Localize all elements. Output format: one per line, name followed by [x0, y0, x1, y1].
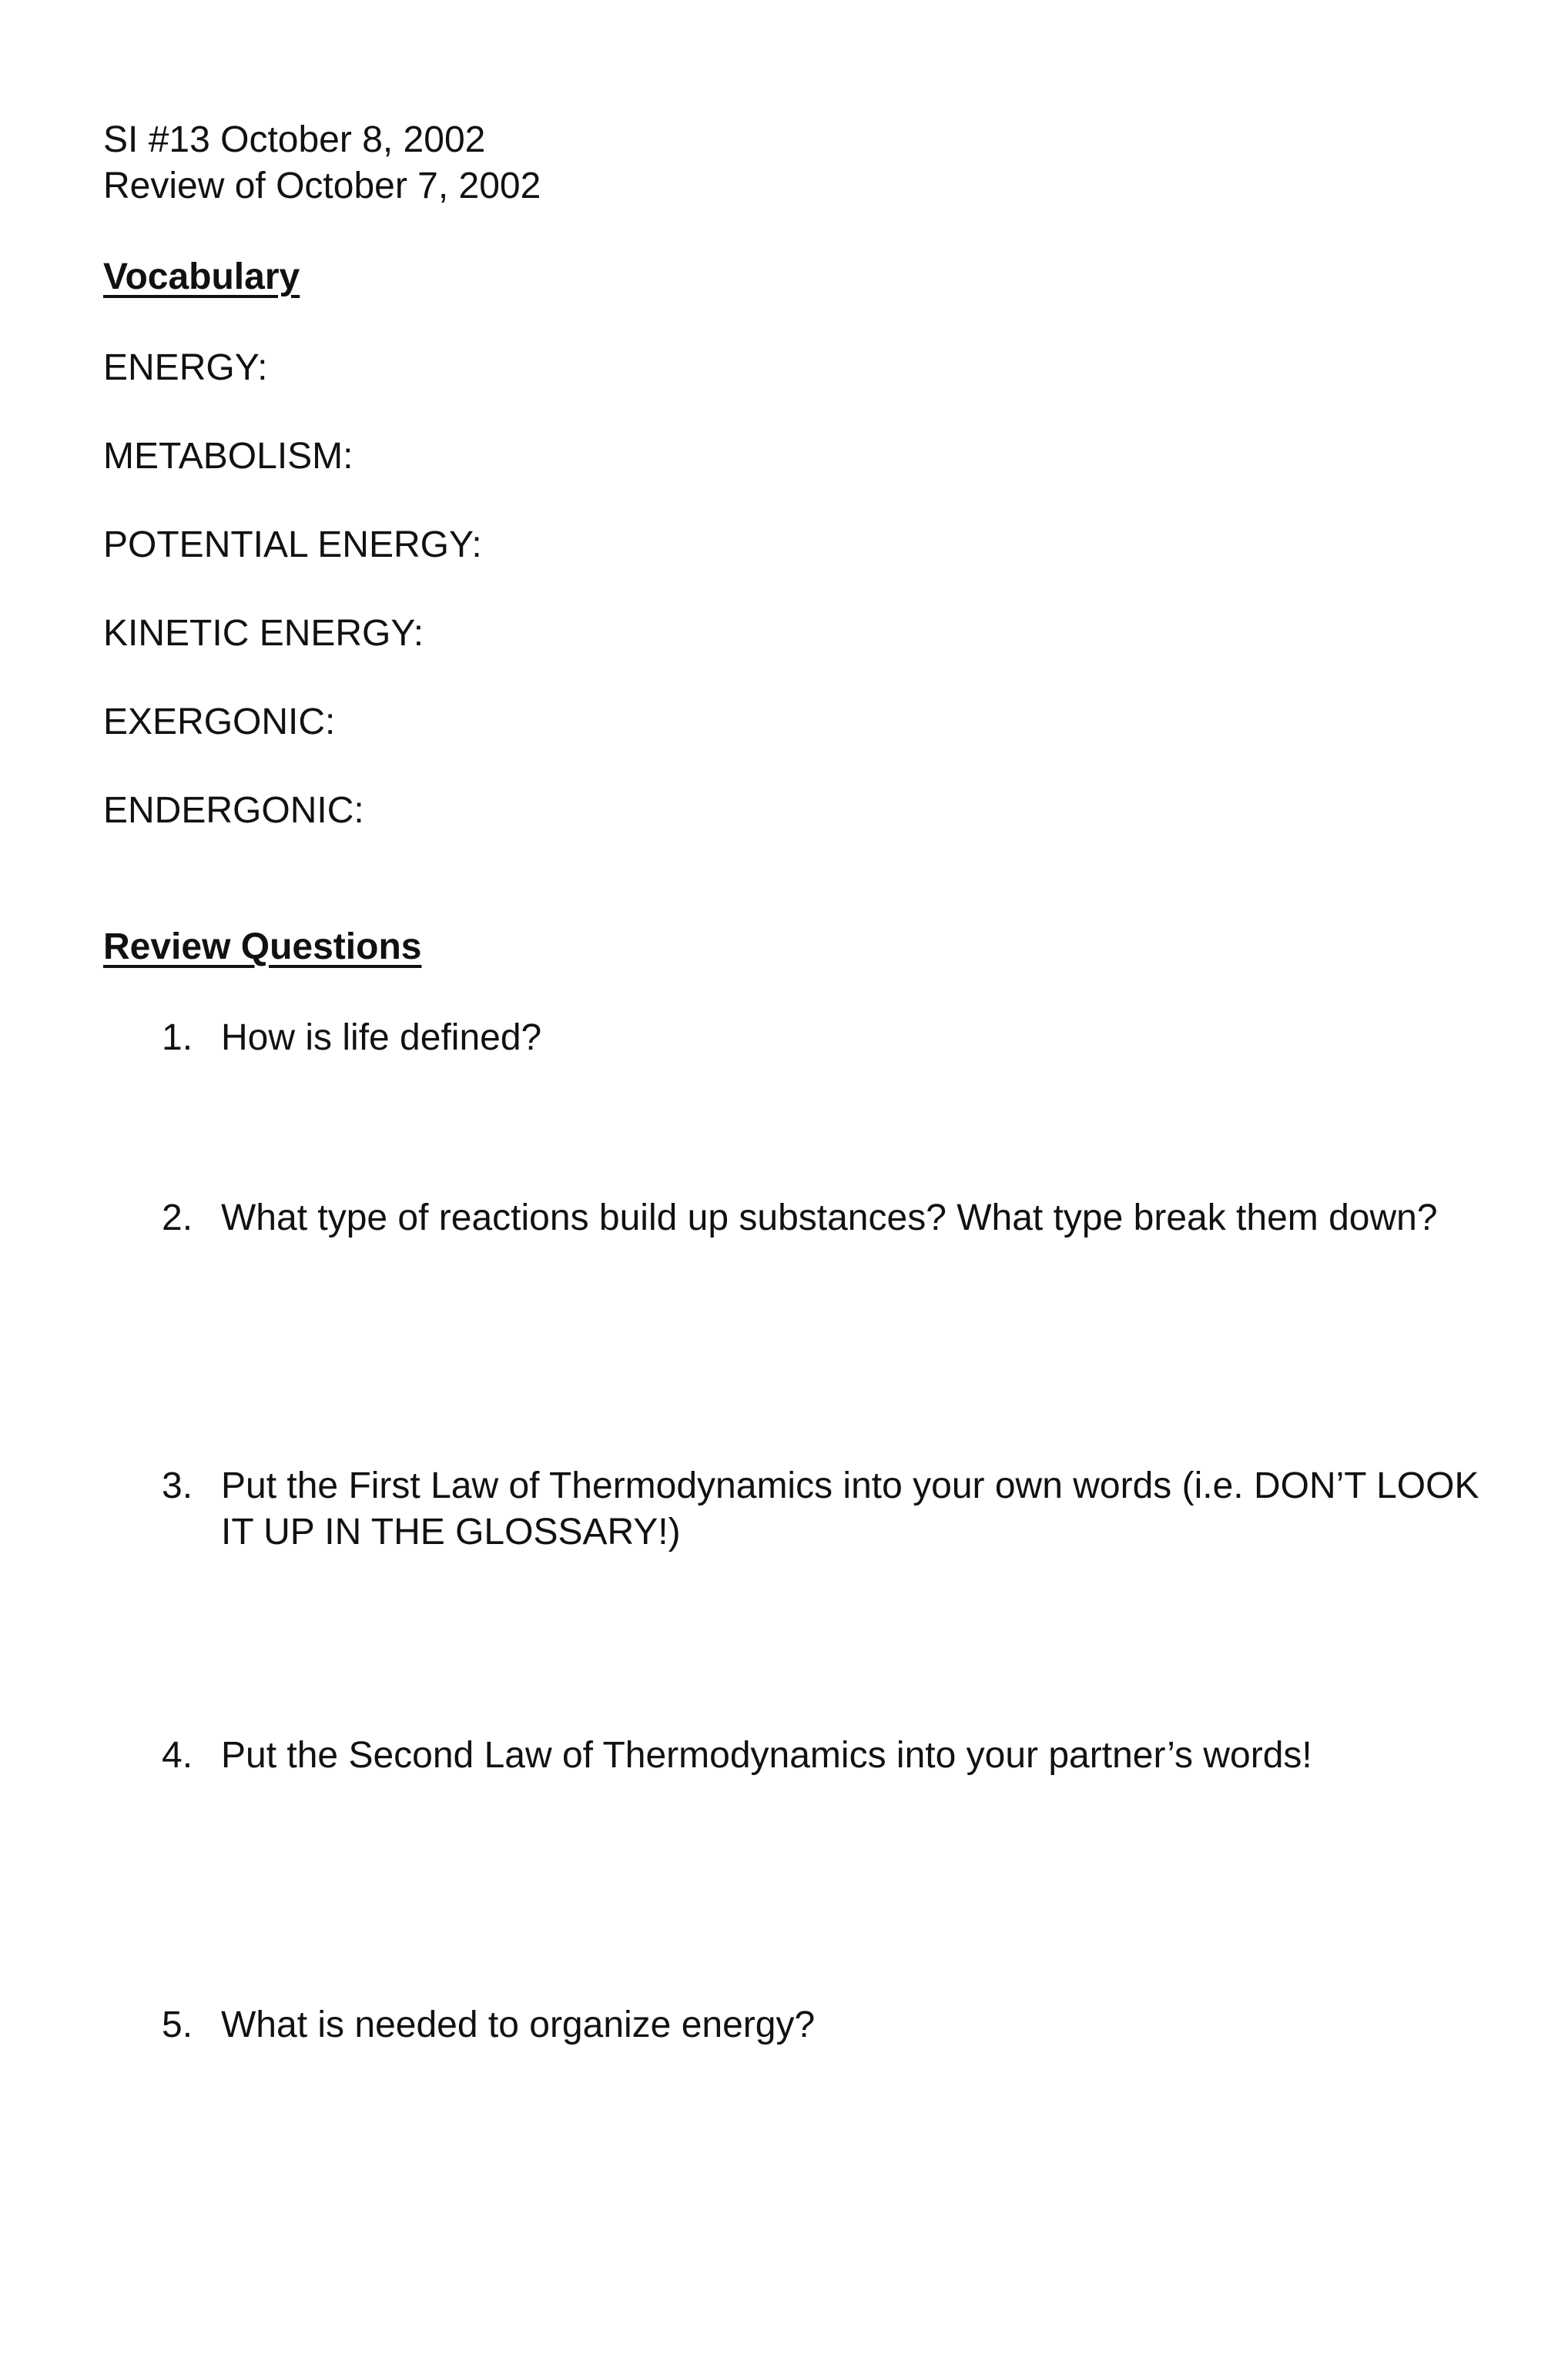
question-text: Put the First Law of Thermodynamics into your own words (i.e. DON’T LOOK IT UP IN THE GLOSSARY!) [221, 1465, 1479, 1552]
review-questions-heading: Review Questions [103, 926, 422, 967]
question-number: 3. [162, 1465, 193, 1506]
vocab-term: METABOLISM: [103, 436, 353, 477]
vocab-term: POTENTIAL ENERGY: [103, 524, 482, 565]
vocab-term: EXERGONIC: [103, 702, 336, 742]
session-title: SI #13 October 8, 2002 [103, 119, 486, 160]
vocab-term: ENERGY: [103, 347, 268, 388]
vocab-term: ENDERGONIC: [103, 790, 364, 831]
question-text: What is needed to organize energy? [221, 2005, 816, 2045]
question-number: 5. [162, 2005, 193, 2045]
vocab-term: KINETIC ENERGY: [103, 613, 424, 654]
question-text: What type of reactions build up substances? What type break them down? [221, 1197, 1438, 1238]
vocabulary-heading: Vocabulary [103, 256, 300, 297]
question-text: How is life defined? [221, 1017, 542, 1058]
question-number: 2. [162, 1197, 193, 1238]
review-date: Review of October 7, 2002 [103, 166, 541, 206]
question-text: Put the Second Law of Thermodynamics into your partner’s words! [221, 1735, 1312, 1776]
question-number: 1. [162, 1017, 193, 1058]
question-number: 4. [162, 1735, 193, 1776]
